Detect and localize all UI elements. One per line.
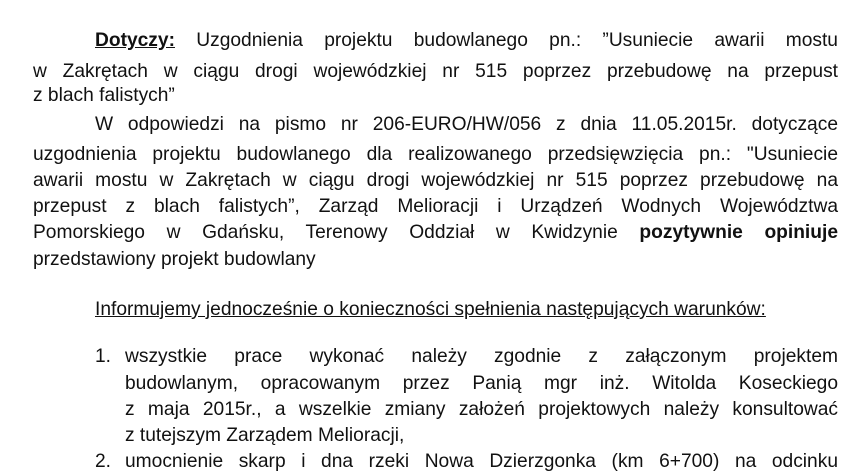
opinion-bold: pozytywnie opiniuje [639,222,838,243]
list-item-1-number: 1. [95,346,112,367]
subject-line-3: z blach falistych” [33,85,175,106]
list-item-1-line-4: z tutejszym Zarządem Melioracji, [125,425,405,446]
paragraph-line-3: awarii mostu w Zakrętach w ciągu drogi wojewódzkiej nr 515 poprzez przebudowę na [33,170,838,191]
paragraph-line-1: W odpowiedzi na pismo nr 206-EURO/HW/056 z dnia 11.05.2015r. dotyczące [95,114,838,135]
list-item-2-line-1: umocnienie skarp i dna rzeki Nowa Dzierzgonka (km 6+700) na odcinku [125,451,838,472]
paragraph-line-2: uzgodnienia projektu budowlanego dla realizowanego przedsięwzięcia pn.: "Usuniecie [33,144,838,165]
subject-line-2: w Zakrętach w ciągu drogi wojewódzkiej nr 515 poprzez przebudowę na przepust [33,61,838,82]
list-item-1-line-2: budowlanym, opracowanym przez Panią mgr inż. Witolda Koseckiego [125,373,838,394]
list-item-1-line-1: wszystkie prace wykonać należy zgodnie z załączonym projektem [125,346,838,367]
subject-text-1: Uzgodnienia projektu budowlanego pn.: ”Usuniecie awarii mostu [196,30,838,51]
subject-label: Dotyczy: [95,30,175,51]
conditions-heading: Informujemy jednocześnie o konieczności spełnienia następujących warunków: [95,299,766,320]
paragraph-line-5-text: Pomorskiego w Gdańsku, Terenowy Oddział w Kwidzynie [33,222,618,243]
list-item-1-line-3: z maja 2015r., a wszelkie zmiany założeń projektowych należy konsultować [125,399,838,420]
paragraph-line-5 [33,221,838,245]
paragraph-line-4: przepust z blach falistych”, Zarząd Melioracji i Urządzeń Wodnych Województwa [33,196,838,217]
paragraph-line-6: przedstawiony projekt budowlany [33,249,316,270]
list-item-2-number: 2. [95,451,112,472]
subject-line-1 [95,29,838,53]
